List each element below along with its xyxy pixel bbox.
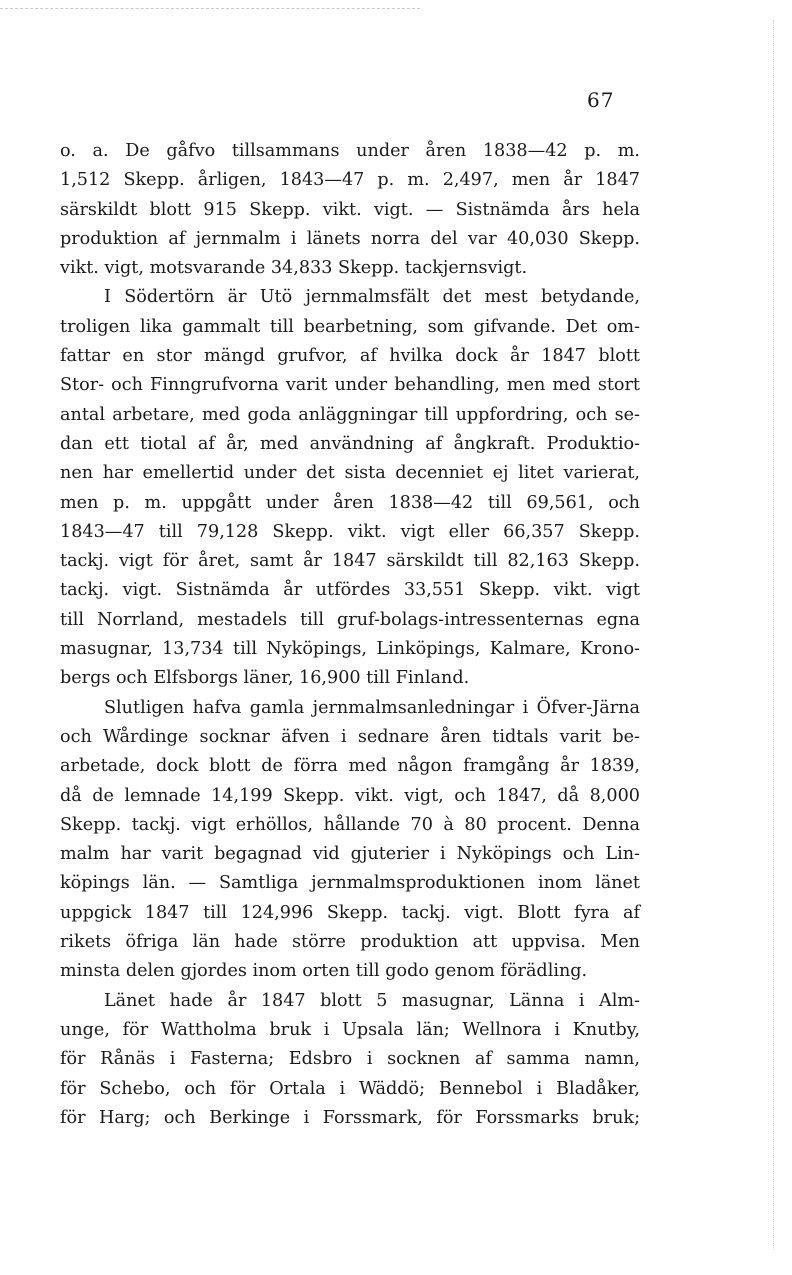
paragraph-2 bbox=[60, 283, 640, 693]
page-top-edge-rule bbox=[0, 8, 420, 9]
text-line: I Södertörn är Utö jernmalmsfält det mest betydande, bbox=[104, 287, 640, 308]
text-line: nen har emellertid under det sista decenniet ej litet varierat, bbox=[60, 463, 640, 484]
text-line: masugnar, 13,734 till Nyköpings, Linköpings, Kalmare, Krono- bbox=[60, 639, 640, 660]
text-line: fattar en stor mängd grufvor, af hvilka dock år 1847 blott bbox=[60, 346, 640, 367]
page-number: 67 bbox=[587, 88, 615, 112]
text-line: malm har varit begagnad vid gjuterier i Nyköpings och Lin- bbox=[60, 844, 640, 865]
text-line: antal arbetare, med goda anläggningar till uppfordring, och se- bbox=[60, 404, 640, 425]
text-line: dan ett tiotal af år, med användning af ångkraft. Produktio- bbox=[60, 433, 640, 454]
text-line: bergs och Elfsborgs läner, 16,900 till Finland. bbox=[60, 668, 470, 689]
text-line: tackj. vigt för året, samt år 1847 särskildt till 82,163 Skepp. bbox=[60, 551, 640, 572]
text-line: uppgick 1847 till 124,996 Skepp. tackj. vigt. Blott fyra af bbox=[60, 902, 640, 923]
paragraph-1 bbox=[60, 137, 640, 283]
text-line: rikets öfriga län hade större produktion att uppvisa. Men bbox=[60, 932, 640, 953]
text-line: då de lemnade 14,199 Skepp. vikt. vigt, och 1847, då 8,000 bbox=[60, 785, 640, 806]
text-line: Länet hade år 1847 blott 5 masugnar, Länna i Alm- bbox=[104, 990, 640, 1011]
page-right-edge bbox=[773, 20, 774, 1250]
text-line: Slutligen hafva gamla jernmalmsanledningar i Öfver-Järna bbox=[104, 697, 640, 718]
text-line: 1843—47 till 79,128 Skepp. vikt. vigt eller 66,357 Skepp. bbox=[60, 521, 640, 542]
text-line: produktion af jernmalm i länets norra del var 40,030 Skepp. bbox=[60, 228, 640, 249]
text-line: för Schebo, och för Ortala i Wäddö; Bennebol i Bladåker, bbox=[60, 1078, 640, 1099]
text-line: troligen lika gammalt till bearbetning, som gifvande. Det om- bbox=[60, 316, 640, 337]
text-line: Skepp. tackj. vigt erhöllos, hållande 70 à 80 procent. Denna bbox=[60, 814, 640, 835]
paragraph-4 bbox=[60, 987, 640, 1133]
text-line: vikt. vigt, motsvarande 34,833 Skepp. tackjernsvigt. bbox=[60, 258, 528, 279]
text-line: Stor- och Finngrufvorna varit under behandling, men med stort bbox=[60, 375, 640, 396]
text-line: 1,512 Skepp. årligen, 1843—47 p. m. 2,497, men år 1847 bbox=[60, 170, 640, 191]
text-line: tackj. vigt. Sistnämda år utfördes 33,551 Skepp. vikt. vigt bbox=[60, 580, 640, 601]
text-line: men p. m. uppgått under åren 1838—42 till 69,561, och bbox=[60, 492, 640, 513]
text-line: för Rånäs i Fasterna; Edsbro i socknen af samma namn, bbox=[60, 1049, 640, 1070]
text-line: unge, för Wattholma bruk i Upsala län; Wellnora i Knutby, bbox=[60, 1019, 640, 1040]
text-line: arbetade, dock blott de förra med någon framgång år 1839, bbox=[60, 756, 640, 777]
body-text bbox=[60, 137, 640, 1133]
text-line: särskildt blott 915 Skepp. vikt. vigt. — Sistnämda års hela bbox=[60, 199, 640, 220]
text-line: till Norrland, mestadels till gruf-bolags-intressenternas egna bbox=[60, 609, 640, 630]
text-line: köpings län. — Samtliga jernmalmsproduktionen inom länet bbox=[60, 873, 640, 894]
text-line: och Wårdinge socknar äfven i sednare åren tidtals varit be- bbox=[60, 726, 640, 747]
text-line: för Harg; och Berkinge i Forssmark, för Forssmarks bruk; bbox=[60, 1107, 640, 1128]
text-line: o. a. De gåfvo tillsammans under åren 1838—42 p. m. bbox=[60, 141, 640, 161]
paragraph-3 bbox=[60, 694, 640, 987]
text-line: minsta delen gjordes inom orten till godo genom förädling. bbox=[60, 961, 588, 982]
